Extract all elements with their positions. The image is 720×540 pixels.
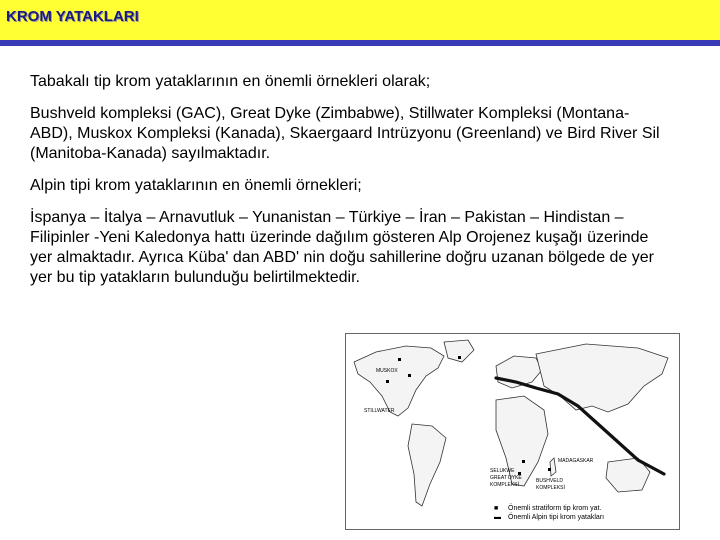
map-legend [494,504,604,522]
deposit-marker-great-dyke [522,460,525,463]
map-label-selukwe: SELUKWE [490,468,515,474]
deposit-marker-skaergaard [458,356,461,359]
legend-alpine-label: Önemli Alpin tipi krom yatakları [508,514,605,521]
paragraph-stratiform-intro: Tabakalı tip krom yataklarının en önemli örnekleri olarak; [30,73,431,90]
paragraph-alpine-intro: Alpin tipi krom yataklarının en önemli örnekleri; [30,177,362,194]
page-title: KROM YATAKLARI [6,8,139,25]
legend-row-alpine [494,513,604,522]
legend-row-stratiform [494,504,604,513]
world-map-figure [345,333,680,530]
title-underline [0,40,720,46]
stratiform-symbol-icon: ■ [494,505,499,512]
map-label-stillwater: STILLWATER [364,408,395,414]
alpine-symbol-icon: ▬ [494,514,501,521]
legend-stratiform-label: Önemli stratiform tip krom yat. [508,505,602,512]
slide-content [30,72,670,300]
deposit-marker-muskox [398,358,401,361]
north-america-outline [354,346,444,416]
south-america-outline [408,424,446,506]
paragraph-alpine-examples: İspanya – İtalya – Arnavutluk – Yunanistan – Türkiye – İran – Pakistan – Hindistan – Filipinler -Yeni Kaledonya hattı üzerinde dağılım gösteren Alp Orojenez kuşağı üzerinde yer almaktadır. Ayrıca Küba' dan ABD' nin doğu sahillerine doğru uzanan bölgede de yer yer bu tip yatakların bulunduğu belirtilmektedir. [30,209,654,286]
map-label-bushveld: BUSHVELD [536,478,563,484]
map-label-kompleksi-2: KOMPLEKSİ [536,485,565,491]
deposit-marker-madagascar [548,468,551,471]
asia-outline [536,344,668,412]
madagascar-outline [550,458,556,476]
deposit-marker-bird-river [408,374,411,377]
map-label-madagaskar: MADAGASKAR [558,458,594,464]
deposit-marker-stillwater [386,380,389,383]
map-label-kompleksi-1: KOMPLEKSİ [490,482,519,488]
title-bar [0,0,720,40]
map-label-muskox: MUSKOX [376,368,398,374]
paragraph-stratiform-examples: Bushveld kompleksi (GAC), Great Dyke (Zimbabwe), Stillwater Kompleksi (Montana-ABD), Muskox Kompleksi (Kanada), Skaergaard Intrüzyonu (Greenland) ve Bird River Sil (Manitoba-Kanada) sayılmaktadır. [30,105,660,162]
map-label-great-dyke: GREAT DYKE [490,475,522,481]
world-map-drawing [346,334,679,529]
